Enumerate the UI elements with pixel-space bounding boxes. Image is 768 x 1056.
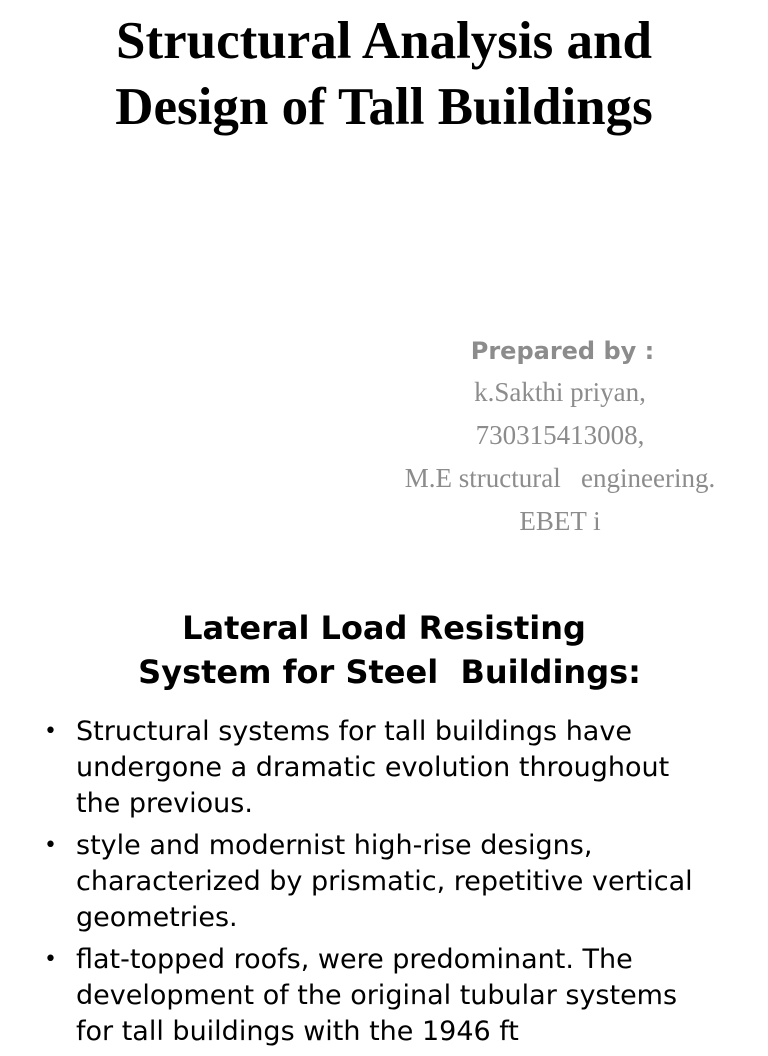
author-name: k.Sakthi priyan, [474, 377, 646, 407]
slide-title [0, 8, 768, 140]
degree-program: M.E structural engineering. [404, 463, 716, 493]
register-number: 730315413008, [475, 420, 645, 450]
institution: EBET i [519, 506, 601, 536]
section-heading [0, 606, 768, 694]
bullet-item [0, 942, 768, 1050]
bullet-text: Structural systems for tall buildings have undergone a dramatic evolution throughout the previous. [76, 716, 670, 819]
bullet-item [0, 828, 768, 936]
bullet-text: style and modernist high-rise designs, characterized by prismatic, repetitive vertical geometries. [76, 830, 693, 933]
prepared-by-heading: Prepared by : [470, 337, 655, 365]
bullet-icon: • [44, 833, 57, 858]
bullet-icon: • [44, 719, 57, 744]
section-heading-line-2: System for Steel Buildings: [127, 653, 641, 691]
bullet-item [0, 714, 768, 822]
prepared-by-block [360, 336, 760, 543]
bullet-text: flat-topped roofs, were predominant. The development of the original tubular systems for tall buildings with the 1946 ft [76, 944, 678, 1047]
bullet-list [0, 714, 768, 1056]
slide-title-line-1: Structural Analysis and [115, 12, 652, 70]
slide-title-line-2: Design of Tall Buildings [115, 78, 653, 136]
bullet-icon: • [44, 947, 57, 972]
section-heading-line-1: Lateral Load Resisting [182, 609, 586, 647]
